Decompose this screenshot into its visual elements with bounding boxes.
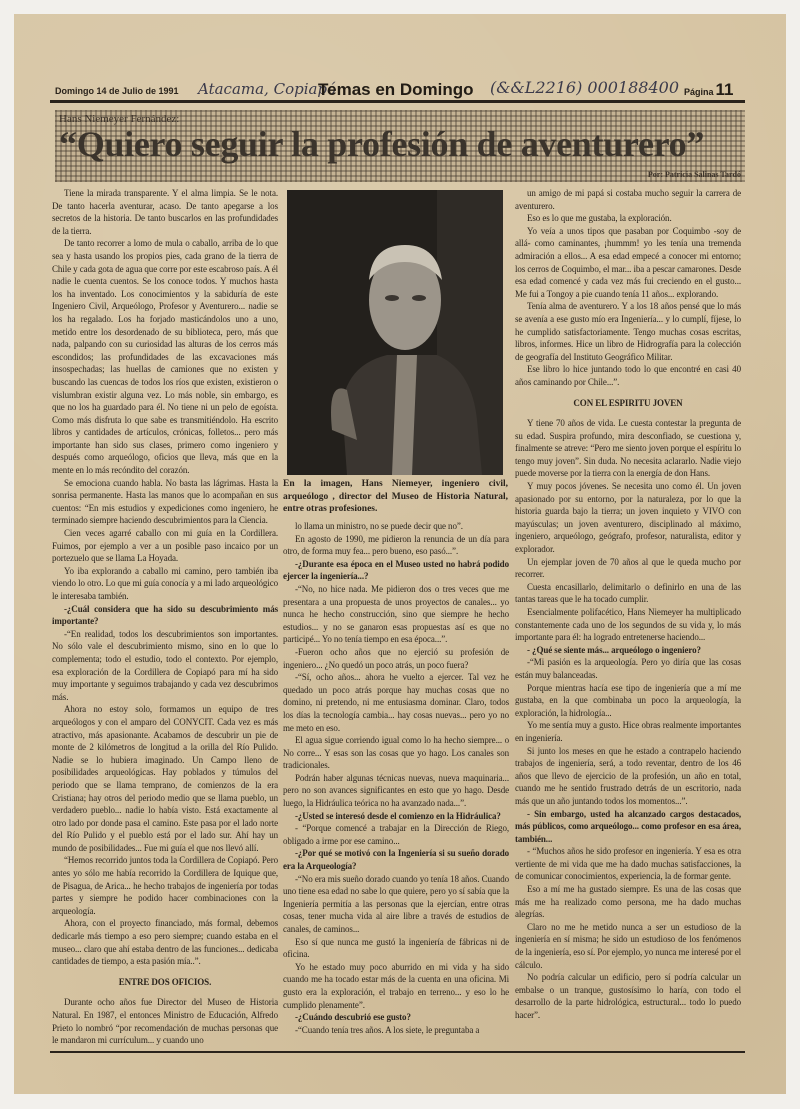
portrait-photo <box>287 190 503 475</box>
paragraph: un amigo de mi papá si costaba mucho seguir la carrera de aventurero. <box>515 188 741 211</box>
paragraph: -Fueron ocho años que no ejerció su profesión de ingeniero... ¿No quedó un poco atrás, un poco fuera? <box>283 646 509 670</box>
paragraph: Claro no me he metido nunca a ser un estudioso de la ingeniería en sí misma; he sido un estudioso de los fenómenos de la ingeniería, eso sí. Por ejemplo, yo nunca me interesé por el cálculo. <box>515 921 741 970</box>
paragraph: Y tiene 70 años de vida. Le cuesta contestar la pregunta de su edad. Suspira profundo, mira desconfiado, se cuestiona y, finalmente se atreve: “Pero me siento joven porque el espíritu lo tengo muy joven”. Sin duda. No necesita aclararlo. Nadie viejo puede moverse por la tierra con la energía de don Hans. <box>515 418 741 479</box>
paragraph: Se emociona cuando habla. No basta las lágrimas. Hasta la sonrisa permanente. Hasta las manos que lo acompañan en sus cuentos: “En mis estudios y expediciones como ingeniero, he terminado siempre haciendo descubrimientos para la Ciencia. <box>52 477 278 526</box>
header-rule <box>50 100 745 103</box>
paragraph: Durante ocho años fue Director del Museo de Historia Natural. En 1987, el entonces Ministro de Educación, Alfredo Prieto lo nombró “por recomendación de muchas personas que le mandaron mi currículum... y cuando uno <box>52 997 278 1046</box>
portrait-image <box>287 190 503 475</box>
page-number <box>684 80 734 100</box>
paragraph: “Hemos recorrido juntos toda la Cordillera de Copiapó. Pero antes yo sólo me había recorrido la Cordillera de Iquique que, de Pisagua, de Arica... he hecho trabajos de ingeniería por todas partes y siempre he podido hacer combinaciones con la arqueología. <box>52 855 278 916</box>
paragraph: Cuesta encasillarlo, delimitarlo o definirlo en una de las tantas tareas que le ha tocado cumplir. <box>515 581 741 605</box>
paragraph: Un ejemplar joven de 70 años al que le queda mucho por recorrer. <box>515 556 741 580</box>
paragraph: - “Muchos años he sido profesor en ingeniería. Y esa es otra vertiente de mi vida que me ha dado muchas satisfacciones, la de comunicar conocimientos, experiencia, la de formar gente. <box>515 846 741 882</box>
paragraph: Yo iba explorando a caballo mi camino, pero también iba viendo lo otro. Lo que mi guía conocía y a mi lado arqueológico le interesaba también. <box>52 565 278 601</box>
interview-question: -¿Durante esa época en el Museo usted no habrá podido ejercer la ingeniería...? <box>283 558 509 582</box>
paragraph: Yo he estado muy poco aburrido en mi vida y ha sido cuando me ha tocado estar más de la cuenta en una oficina. Mi gusto era la exploración, el trabajo en terreno... y eso lo he cumplido plenamente”. <box>283 961 509 1010</box>
paragraph: Yo me sentía muy a gusto. Hice obras realmente importantes en ingeniería. <box>515 720 741 743</box>
article-column-1 <box>52 187 278 1047</box>
section-title: Temas en Domingo <box>318 80 474 99</box>
headline-box <box>55 110 745 182</box>
headline: “Quiero seguir la profesión de aventurero” <box>59 124 705 164</box>
paragraph: -“Cuando tenía tres años. A los siete, le preguntaba a <box>295 1024 480 1035</box>
interview-question: - Sin embargo, usted ha alcanzado cargos destacados, más públicos, como arqueólogo... como profesor en esa área, también... <box>515 808 741 844</box>
handwritten-archive-code: (&&L2216) 000188400 <box>490 78 680 97</box>
paragraph: Esencialmente polifacético, Hans Niemeyer ha multiplicado constantemente cada uno de los segundos de su vida y, lo más importante para él: ha logrado entretenerse haciendo... <box>515 607 741 643</box>
paragraph: Tiene la mirada transparente. Y el alma limpia. Se le nota. De tanto hacerla aventurar, acaso. De tanto apegarse a los secretos de la historia. De tanto buscarlos en las profundidades de la tierra. <box>52 188 278 236</box>
paragraph: -“En realidad, todos los descubrimientos son importantes. No sólo vale el descubrimiento mismo, sino en lo que lo complementa; todo el estudio, todo el contexto. Por ejemplo, esa exploración de la Cordillera de Copiapó para mí ha sido muy importante y seguimos trabajando y cada vez descubrimos más. <box>52 628 278 702</box>
kicker: Hans Niemeyer Fernández: <box>59 113 180 125</box>
paragraph: Si junto los meses en que he estado a contrapelo haciendo trabajos de ingeniería, será, a todo reventar, dentro de los 46 años que llevo de ejercicio de la profesión, un año en total, cuando me he sentido frustrado detrás de un escritorio, nada más que un año juntando todos los momentos...”. <box>515 745 741 806</box>
page-number-value: 11 <box>715 80 734 99</box>
page-label: Página <box>684 87 714 97</box>
interview-question: -¿Cuál considera que ha sido su descubrimiento más importante? <box>52 603 278 627</box>
section-heading: ENTRE DOS OFICIOS. <box>118 976 212 987</box>
paragraph: Cien veces agarré caballo con mi guía en la Cordillera. Fuimos, por ejemplo a ver a un posible paso incaico por un portezuelo que se llama La Hoyada. <box>52 528 278 564</box>
byline: Por: Patricia Salinas Tardó <box>647 170 741 179</box>
paragraph: Eso sí que nunca me gustó la ingeniería de fábricas ni de oficina. <box>283 936 509 960</box>
handwritten-location: Atacama, Copiapó <box>198 80 337 98</box>
paragraph: - “Porque comencé a trabajar en la Dirección de Riego, obligado a irme por ese camino... <box>283 823 509 846</box>
article-column-2 <box>283 520 509 1036</box>
interview-question: -¿Por qué se motivó con la Ingeniería si su sueño dorado era la Arqueología? <box>283 848 509 872</box>
paragraph: -“No era mis sueño dorado cuando yo tenía 18 años. Cuando uno tiene esa edad no sabe lo que quiere, pero yo sí sabía que la Ingeniería permitía a las personas que la ejercían, entre otras cosas, tener mucha vida al aire libre a través de estudios de canales, de caminos... <box>283 873 509 934</box>
footer-rule <box>50 1051 745 1053</box>
paragraph: lo llama un ministro, no se puede decir que no”. <box>295 521 463 531</box>
paragraph: Y muy pocos jóvenes. Se necesita uno como él. Un joven apasionado por su entorno, por la naturaleza, por lo que la historia guarda bajo la tierra; un joven inquieto y VIVO con mayúsculas; un joven aventurero, disciplinado al máximo, ingeniero, arqueólogo, geógrafo, profesor, naturalista, editor y explorador. <box>515 481 741 555</box>
paragraph: De tanto recorrer a lomo de mula o caballo, arriba de lo que sea y hasta usando los propios pies, cada grano de la tierra de Chile y cada gota de agua que corre por este escabroso país. A él nadie le cuenta cuentos. Se los conoce todos. Y muchos hasta los ha inventado. Los conocimientos y la sabiduría de este Ingeniero Civil, Arqueólogo, Profesor y Aventurero... nadie se los ha regalado. Los ha forjado masticándolos uno a uno, metido entre los desordenado de su biblioteca, pero, más que nada, palpando con su curiosidad las alturas de los cerros más escondidos; las profundidades de las excavaciones más insospechadas; las huellas de camiones que no existen y buscando las cuencas de todos los ríos que existen, existieron o vislumbran existir alguna vez. Lo más noble, sin embargo, es que no los ha guardado para él. No tiene ni un pelo de egoísta. Como más disfruta lo que sabe es transmitiéndolo. Ha escrito libros y cantidades de artículos, crónicas, folletos... pero más importante han sido sus clases, primero como ingeniero y después como arqueólogo, oficios que lleva, más que en la mente en lo más recóndito del corazón. <box>52 238 278 476</box>
paragraph: -“No, no hice nada. Me pidieron dos o tres veces que me presentara a una propuesta de unos proyectos de canales... yo nunca he hecho construcción, sino que siempre he hecho estudios... y no se ganaron esas propuestas así es que no participé... Yo no tenía tiempo en esa época...”. <box>283 583 509 645</box>
paragraph: Ese libro lo hice juntando todo lo que encontré en casi 40 años caminando por Chile...”. <box>515 364 741 387</box>
issue-date: Domingo 14 de Julio de 1991 <box>55 86 179 96</box>
article-column-3 <box>515 187 741 1022</box>
photo-caption: En la imagen, Hans Niemeyer, ingeniero civil, arqueólogo , director del Museo de Historia Natural, entre otras profesiones. <box>283 479 508 514</box>
paragraph: Ahora no estoy solo, formamos un equipo de tres arqueólogos y con el amparo del CONYCIT. Cada vez es más atractivo, más apasionante. Acabamos de descubrir un pie de monte de 2 kilómetros de longitud a la orilla del Río Pulido. Nadie se lo hubiera imaginado. Un Campo lleno de posibilidades arqueológicas. Hay poblados y túmulos del periodo que se llama temprano, de comienzos de la era Cristiana; hay otros del periodo medio que se llama pueblo, un verdadero pueblo... nadie lo había visto. Está exactamente al otro lado por donde pasa el camino. Este pasa por el lado norte del Río Pulido y el pueblo está por el lado sur. Ahí hay un mundo de posibilidades... Fue mi guía el que nos llevó allí. <box>52 704 278 853</box>
paragraph: Yo veía a unos tipos que pasaban por Coquimbo -soy de allá- como caminantes, ¡hummm! yo les tenía una tremenda admiración a ellos... A esa edad empecé a conocer mi entorno; los cerros de Coquimbo, el mar... iba a pescar camarones. Desde esa edad comencé y cada vez más fui creciendo en el gusto... Me fui a Tongoy a pie cuando tenía 11 años... explorando. <box>515 225 741 299</box>
paragraph: Porque mientras hacía ese tipo de ingeniería que a mí me gustaba, en la que combinaba un poco la arqueología, la exploración, la hidrología... <box>515 682 741 718</box>
paragraph: Ahora, con el proyecto financiado, más formal, debemos dedicarle más tiempo a eso pero siempre; cuando estaba en el museo... claro que ahí estaba dentro de las funciones... dedicaba cantidades de tiempo, a esta pasión mía..”. <box>52 918 278 967</box>
interview-question: - ¿Qué se siente más... arqueólogo o ingeniero? <box>527 644 701 655</box>
paragraph: -“Sí, ocho años... ahora he vuelto a ejercer. Tal vez he quedado un poco atrás porque hay muchas cosas que no domino, ni pretendo, ni me entusiasma dominar. Claro, todos los días la tecnología cambia... hay cosas nuevas... pero yo no me meto en eso. <box>283 672 509 733</box>
paragraph: En agosto de 1990, me pidieron la renuncia de un día para otro, de forma muy fea... pero bueno, eso pasó...”. <box>283 533 509 557</box>
paragraph: Tenía alma de aventurero. Y a los 18 años pensé que lo más se avenía a ese gusto mío era Ingeniería... y lo cumplí, fíjese, lo he cumplido satisfactoriamente. Tengo muchas cosas escritas, libros, informes. Hice un libro de Hidrografía para la colección de geografía del Instituto Geográfico Militar. <box>515 301 741 362</box>
paragraph: -“Mi pasión es la arqueología. Pero yo diría que las cosas están muy balanceadas. <box>515 657 741 680</box>
paragraph: Eso es lo que me gustaba, la exploración. <box>527 213 672 224</box>
interview-question: -¿Cuándo descubrió ese gusto? <box>295 1012 411 1023</box>
section-heading: CON EL ESPIRITU JOVEN <box>573 397 683 408</box>
paragraph: Eso a mí me ha gustado siempre. Es una de las cosas que más me ha realizado como persona, me ha dado muchas alegrías. <box>515 884 741 920</box>
paragraph: El agua sigue corriendo igual como lo ha hecho siempre... o No corre... Y esas son las cosas que yo hago. Los canales son tradicionales. <box>283 735 509 771</box>
paragraph: No podría calcular un edificio, pero sí podría calcular un embalse o un tranque, gustosísimo lo haría, con todo el desarrollo de la parte hidrológica, estructural... todo lo puedo hacer”. <box>515 972 741 1020</box>
interview-question: -¿Usted se interesó desde el comienzo en la Hidráulica? <box>295 810 501 821</box>
paragraph: Podrán haber algunas técnicas nuevas, nueva maquinaria... pero no son avances significantes en esto que yo hago. Desde luego, la Hidráulica teórica no ha avanzado nada...”. <box>283 772 509 809</box>
